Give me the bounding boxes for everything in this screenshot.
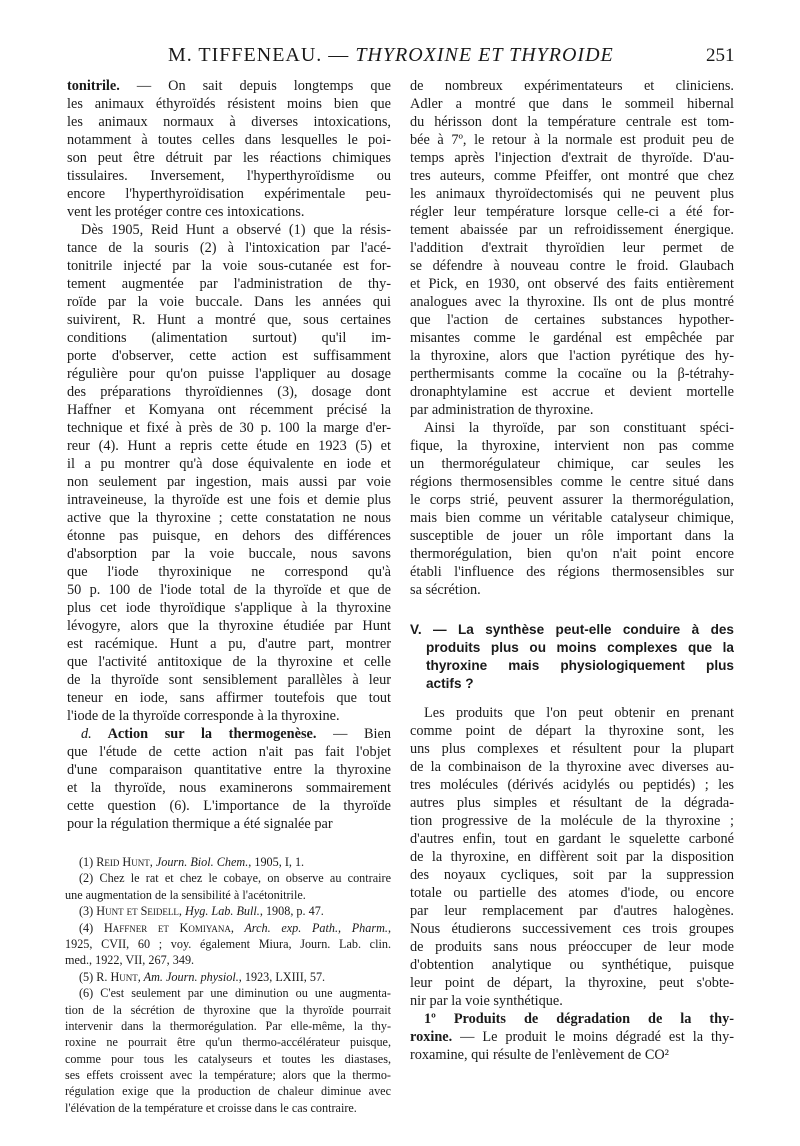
text-line: non seulement par ingestion, mais aussi par voie xyxy=(67,474,391,490)
right-column xyxy=(410,77,734,599)
text-line: de la thyroxine, en diffèrent soit par la disposition xyxy=(410,849,734,865)
text-line: technique et fixé à près de 30 p. 100 la marge d'er- xyxy=(67,420,391,436)
text-line: se défendre à nouveau contre le froid. Glaubach xyxy=(410,258,734,274)
text-line: établi l'influence des régions thermosensibles sur xyxy=(410,564,734,580)
paragraph xyxy=(410,77,734,419)
text-line: des préparations thyroïdiennes (3), dosage dont xyxy=(67,384,391,400)
paragraph xyxy=(67,725,391,833)
text-line: régulation exige que la production de chaleur diminue avec xyxy=(65,1084,391,1099)
text-line: autres plus simples et résultant de la dégrada- xyxy=(410,795,734,811)
text-line: étonne pas puisque, en dehors des différences xyxy=(67,528,391,544)
author-name: Haffner et Komiyana xyxy=(103,920,231,935)
text-line: de nombreux expérimentateurs et cliniciens. xyxy=(410,78,734,94)
text-line: Dès 1905, Reid Hunt a observé (1) que la résis- xyxy=(81,222,391,238)
journal-title: , Am. Journ. physiol. xyxy=(137,969,239,984)
text-line: tement abaissée par un refroidissement énergique. xyxy=(410,222,734,238)
section-heading-line: thyroxine mais physiologiquement plus xyxy=(426,658,734,673)
footnotes xyxy=(65,854,391,1116)
text-line: Adler a montré que dans le sommeil hibernal xyxy=(410,96,734,112)
text-line: d'une comparaison quantitative entre la thyroxine xyxy=(67,762,391,778)
text-line: analogues avec la thyroxine. Ils ont de plus montré xyxy=(410,294,734,310)
text-run: (1) xyxy=(79,855,97,869)
text-line: mais bien comme un véritable catalyseur chimique, xyxy=(410,510,734,526)
text-line: fique, la thyroxine, intervient non pas comme xyxy=(410,438,734,454)
section-heading xyxy=(410,621,734,693)
text-line: le corps strié, peuvent assurer la thermorégulation, xyxy=(410,492,734,508)
section-heading-line: actifs ? xyxy=(426,676,474,691)
text-line: est racémique. Hunt a pu, d'autre part, montrer xyxy=(67,636,391,652)
text-run: — On sait depuis longtemps que xyxy=(119,78,391,94)
journal-title: , Hyg. Lab. Bull. xyxy=(178,904,260,919)
text-line: que l'action de certaines substances hypother- xyxy=(410,312,734,328)
citation-detail: , 1905, I, 1. xyxy=(248,855,305,869)
text-line: un thermorégulateur chimique, car seules les xyxy=(410,456,734,472)
text-line: totale ou partielle des atomes d'iode, ou encore xyxy=(410,885,734,901)
text-line: (2) Chez le rat et chez le cobaye, on observe au contraire xyxy=(79,871,391,886)
text-line: la thyroxine, alors que l'action pyrétique des hy- xyxy=(410,348,734,364)
running-header xyxy=(0,44,800,72)
text-line: conditions (alimentation surtout) qu'il im- xyxy=(67,330,391,346)
text-line: une augmentation de la sensibilité à l'acétonitrile. xyxy=(65,887,306,902)
text-run: — Bien xyxy=(316,726,391,742)
text-line: tonitrile injecté par la voie sous-cutanée est for- xyxy=(67,258,391,274)
text-line: tance de la souris (2) à l'intoxication par l'acé- xyxy=(67,240,391,256)
text-line: intervenir dans la thermorégulation. Par elle-même, la thy- xyxy=(65,1018,391,1033)
text-line: perthermisants comme la cocaïne ou la β-tétrahy- xyxy=(410,366,734,382)
paragraph xyxy=(410,704,734,1010)
text-line: cette question (6). L'importance de la thyroïde xyxy=(67,798,391,814)
paragraph xyxy=(410,419,734,599)
text-run: (3) xyxy=(79,904,97,919)
text-line: de produits sans nous préoccuper de leur mode xyxy=(410,939,734,955)
citation-detail: , 1908, p. 47. xyxy=(259,904,324,919)
text-line: tissulaires. Inversement, l'hyperthyroïdisme ou xyxy=(67,168,391,184)
journal-title: , Arch. exp. Path., Pharm. xyxy=(230,920,388,935)
text-line: Les produits que l'on peut obtenir en prenant xyxy=(424,705,734,721)
text-line: bée à 7º, le retour à la normale est produit peu de xyxy=(410,132,734,148)
paragraph xyxy=(65,903,391,919)
text-line: dronaphtylamine est accrue et devient mortelle xyxy=(410,384,734,400)
text-line: roxine ne pourrait être qu'un thermo-accélérateur puisque, xyxy=(65,1035,391,1050)
text-line: misantes comme le gardénal est empêchée par xyxy=(410,330,734,346)
text-run: (4) xyxy=(79,920,104,935)
text-run: — Le produit le moins dégradé est la thy- xyxy=(452,1029,734,1045)
text-line: reur (4). Hunt a repris cette étude en 1923 (5) et xyxy=(67,438,391,454)
text-line xyxy=(65,969,391,985)
text-line: (6) C'est seulement par une diminution ou une augmenta- xyxy=(79,986,391,1001)
text-line: active que la thyroxine ; cette constatation ne nous xyxy=(67,510,391,526)
text-line: 1925, CVII, 60 ; voy. également Miura, Journ. Lab. clin. xyxy=(65,936,391,951)
author-name: Hunt et Seidell xyxy=(96,904,179,919)
text-line: suivirent, R. Hunt a montré que, sous certaines xyxy=(67,312,391,328)
author-name: R. Hunt xyxy=(96,969,138,984)
text-line: tres molécules (dérivés acidylés ou peptidés) ; les xyxy=(410,777,734,793)
text-line: Haffner et Komyana ont récemment précisé la xyxy=(67,402,391,418)
text-line xyxy=(65,854,391,870)
text-line: d'absorption par la voie buccale, nous savons xyxy=(67,546,391,562)
paragraph xyxy=(67,221,391,725)
text-line: thermorégulation, bien qu'on n'ait point encore xyxy=(410,546,734,562)
text-line: les animaux thyroïdectomisés qui ne peuvent plus xyxy=(410,186,734,202)
text-line: porte d'observer, cette action est suffisamment xyxy=(67,348,391,364)
text-line: tres auteurs, comme Pfeiffer, ont montré que chez xyxy=(410,168,734,184)
paragraph xyxy=(65,870,391,903)
text-line xyxy=(410,1010,734,1028)
text-line: nir par la voie synthétique. xyxy=(410,993,563,1009)
text-line: il a pu montrer qu'à dose équivalente en iode et xyxy=(67,456,391,472)
text-line: les animaux normaux à diverses intoxications, xyxy=(67,114,391,130)
article-title: THYROXINE ET THYROIDE xyxy=(355,44,614,66)
text-line: roïde par la voie buccale. Dans les années qui xyxy=(67,294,391,310)
page-number: 251 xyxy=(706,45,735,66)
text-line xyxy=(65,903,391,919)
text-line: susceptible de jouer un rôle important dans la xyxy=(410,528,734,544)
text-line: son peut être détruit par les réactions chimiques xyxy=(67,150,391,166)
text-line: tion progressive de la molécule de la thyroxine ; xyxy=(410,813,734,829)
text-line: 50 p. 100 de l'iode total de la thyroïde et que de xyxy=(67,582,391,598)
right-column-continued xyxy=(410,704,734,1064)
text-line: comme pour tous les catalyseurs et toutes les diastases, xyxy=(65,1051,391,1066)
text-line: tion de la sécrétion de thyroxine que la thyroïde pourrait xyxy=(65,1002,391,1017)
text-line xyxy=(67,77,391,95)
text-line: des noyaux cycliques, soit par la suppression xyxy=(410,867,734,883)
paragraph xyxy=(65,985,391,1116)
text-line xyxy=(67,725,391,743)
paragraph xyxy=(65,854,391,870)
text-line: Ainsi la thyroïde, par son constituant spéci- xyxy=(424,420,734,436)
author-name: M. TIFFENEAU. — xyxy=(168,44,356,66)
text-line: et la thyroïde, nous examinerons sommairement xyxy=(67,780,391,796)
text-line: ses effets croissent avec la température; alors que la thermo- xyxy=(65,1068,391,1083)
text-line: leur point de départ, la thyroxine, peut s'obte- xyxy=(410,975,734,991)
author-name: Reid Hunt xyxy=(96,855,150,869)
text-line: l'iode de la thyroïde corresponde à la thyroxine. xyxy=(67,708,340,724)
paragraph xyxy=(65,969,391,985)
text-line: pour la régulation thermique a été signalée par xyxy=(67,816,333,832)
text-line: l'addition d'extrait thyroïdien leur permet de xyxy=(410,240,734,256)
text-line: d'obtention analytique ou synthétique, puisque xyxy=(410,957,734,973)
text-line: lévogyre, alors que la thyroxine étudiée par Hunt xyxy=(67,618,391,634)
text-line: roxamine, qui résulte de l'enlèvement de CO² xyxy=(410,1047,669,1063)
text-line: Nous étudierons successivement ces trois groupes xyxy=(410,921,734,937)
text-line: teneur en iode, sans affirmer toutefois que tout xyxy=(67,690,391,706)
paragraph xyxy=(410,1010,734,1064)
text-line: par leur remplacement par d'autres halogènes. xyxy=(410,903,734,919)
text-line: med., 1922, VII, 267, 349. xyxy=(65,953,195,968)
text-line: et Pick, en 1930, ont observé des faits entièrement xyxy=(410,276,734,292)
citation-detail: , 1923, LXIII, 57. xyxy=(238,969,326,984)
text-line: de la thyroïde sont sensiblement parallèles à leur xyxy=(67,672,391,688)
bold-heading-run: 1º Produits de dégradation de la thy- xyxy=(424,1011,734,1027)
text-line: encore l'hyperthyroïdisation expérimentale peu- xyxy=(67,186,391,202)
text-line: temps après l'injection d'extrait de thyroïde. D'au- xyxy=(410,150,734,166)
bold-heading-run: roxine. xyxy=(410,1029,453,1045)
paragraph xyxy=(65,920,391,969)
text-line: que l'étude de cette action n'ait pas fait l'objet xyxy=(67,744,391,760)
section-heading-line: produits plus ou moins complexes que la xyxy=(426,640,734,655)
text-line: intraveineuse, la thyroïde est une fois et demie plus xyxy=(67,492,391,508)
text-line: tement augmentée par l'administration de thy- xyxy=(67,276,391,292)
text-line: notamment à toutes celles dans lesquelles le poi- xyxy=(67,132,391,148)
citation-detail: , xyxy=(387,920,392,935)
text-line: d'autres enfin, tout en gardant le squelette carboné xyxy=(410,831,734,847)
running-header-title xyxy=(168,44,614,67)
text-line: régions thermosensibles comme le centre situé dans xyxy=(410,474,734,490)
text-line: régulière pour qu'on puisse l'appliquer au dosage xyxy=(67,366,391,382)
text-line: sa sécrétion. xyxy=(410,582,481,598)
text-line: de la combinaison de la thyroxine avec diverses au- xyxy=(410,759,734,775)
text-line: que l'iode thyroxinique ne correspond qu'à xyxy=(67,564,391,580)
text-line: les animaux éthyroïdés résistent moins bien que xyxy=(67,96,391,112)
text-line: comme point de départ la thyroxine sont, les xyxy=(410,723,734,739)
text-line: que l'activité antitoxique de la thyroxine et celle xyxy=(67,654,391,670)
text-line xyxy=(410,1028,734,1046)
journal-title: , Journ. Biol. Chem. xyxy=(149,855,249,869)
text-line: par administration de thyroxine. xyxy=(410,402,594,418)
left-column xyxy=(67,77,391,833)
bold-heading-run: Action sur la thermogenèse. xyxy=(91,726,317,742)
text-line: plus cet iode thyroïdique s'applique à la thyroxine xyxy=(67,600,391,616)
italic-run: d. xyxy=(81,726,92,742)
text-line: uns plus complexes et résultent pour la plupart xyxy=(410,741,734,757)
text-line: l'élévation de la température et croisse dans le cas contraire. xyxy=(65,1100,357,1115)
text-run: (5) xyxy=(79,969,97,984)
bold-heading-run: tonitrile. xyxy=(67,78,120,94)
text-line: régler leur température lorsque celle-ci a été for- xyxy=(410,204,734,220)
text-line: vent les protéger contre ces intoxications. xyxy=(67,204,305,220)
section-heading-line: V. — La synthèse peut-elle conduire à des xyxy=(410,622,734,637)
paragraph xyxy=(67,77,391,221)
text-line xyxy=(65,920,391,936)
text-line: du hérisson dont la température centrale est tom- xyxy=(410,114,734,130)
